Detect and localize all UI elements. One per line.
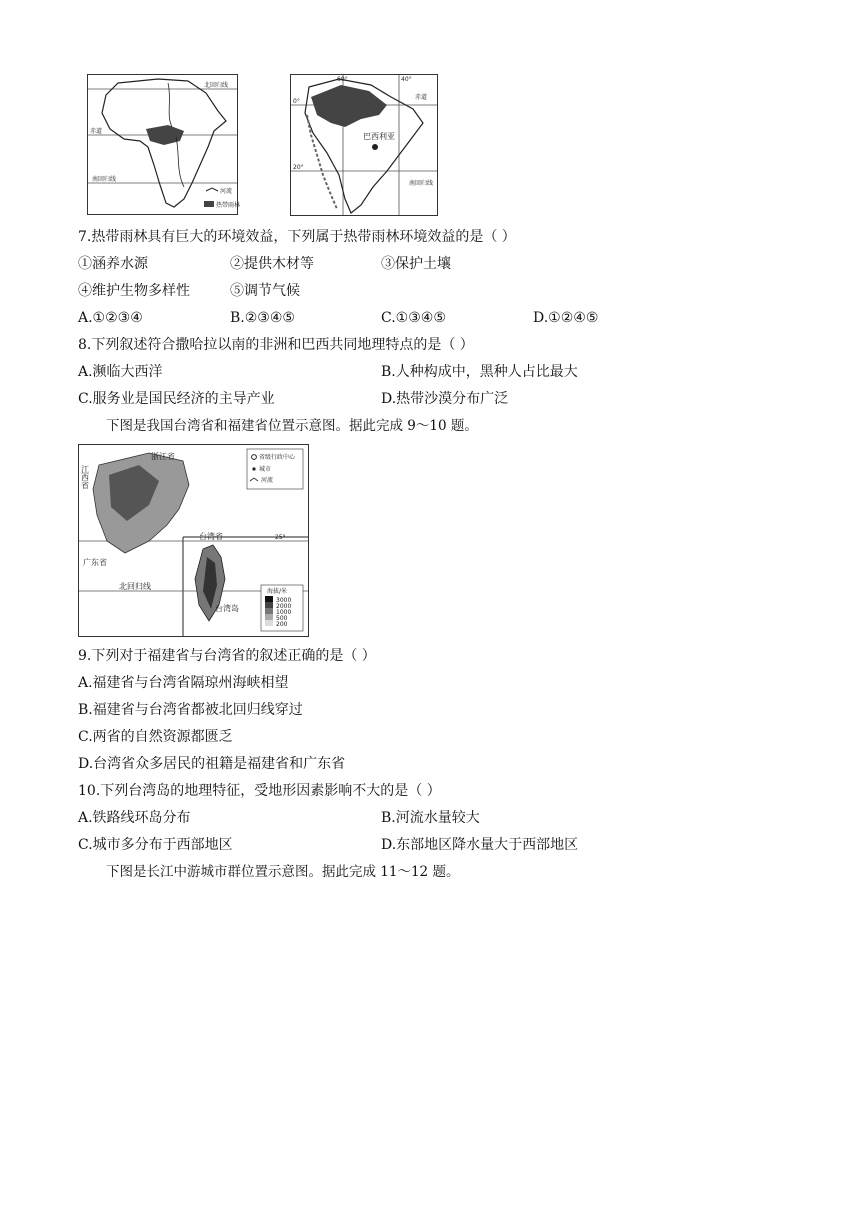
q7-option-a[interactable]: A.①②③④	[78, 310, 143, 326]
taiwan-province-label: 台湾省	[199, 532, 223, 541]
jiangxi-label: 江西省	[80, 465, 90, 489]
legend-river-symbol	[206, 188, 218, 191]
sa-lon-40-label: 40°	[401, 76, 412, 83]
taiwan-island-label: 台湾岛	[215, 604, 239, 613]
q10-option-b[interactable]: B.河流水量较大	[381, 810, 480, 826]
south-america-rainforest-map	[290, 74, 438, 216]
q9-stem: 9.下列对于福建省与台湾省的叙述正确的是（ ）	[78, 648, 376, 664]
q7-item-1: ①涵养水源	[78, 256, 148, 272]
q8-option-c[interactable]: C.服务业是国民经济的主导产业	[78, 391, 275, 407]
legend-rainforest-symbol	[204, 201, 214, 207]
q8-option-d[interactable]: D.热带沙漠分布广泛	[381, 391, 509, 407]
intro-11-12: 下图是长江中游城市群位置示意图。据此完成 11～12 题。	[106, 864, 460, 880]
africa-tropic-south-label: 南回归线	[92, 176, 117, 183]
africa-equator-label: 赤道	[90, 128, 103, 135]
q10-option-a[interactable]: A.铁路线环岛分布	[78, 810, 191, 826]
q7-item-4: ④维护生物多样性	[78, 283, 190, 299]
africa-rainforest-map	[87, 74, 241, 215]
q10-stem: 10.下列台湾岛的地理特征，受地形因素影响不大的是（ ）	[78, 783, 441, 799]
q10-option-c[interactable]: C.城市多分布于西部地区	[78, 837, 233, 853]
intro-9-10: 下图是我国台湾省和福建省位置示意图。据此完成 9～10 题。	[106, 418, 478, 434]
legend-city-symbol	[252, 467, 255, 470]
q9-option-b[interactable]: B.福建省与台湾省都被北回归线穿过	[78, 702, 303, 718]
q10-option-d[interactable]: D.东部地区降水量大于西部地区	[381, 837, 579, 853]
q8-option-a[interactable]: A.濒临大西洋	[78, 364, 163, 380]
q9-option-d[interactable]: D.台湾省众多居民的祖籍是福建省和广东省	[78, 756, 346, 772]
africa-rainforest-area	[146, 125, 184, 145]
sa-equator-label: 赤道	[415, 94, 428, 101]
brasilia-city-marker	[372, 144, 378, 150]
q9-option-a[interactable]: A.福建省与台湾省隔琼州海峡相望	[78, 675, 289, 691]
africa-tropic-north-label: 北回归线	[204, 82, 229, 89]
sa-lat-0-label: 0°	[293, 98, 300, 105]
brasilia-label: 巴西利亚	[363, 132, 395, 141]
tropic-of-cancer-label: 北回归线	[119, 582, 151, 591]
legend-capital-label: 省级行政中心	[259, 454, 296, 461]
legend-river-label: 河流	[261, 477, 274, 484]
q7-item-2: ②提供木材等	[230, 256, 314, 272]
sa-tropic-label: 南回归线	[409, 180, 434, 187]
q7-item-5: ⑤调节气候	[230, 283, 300, 299]
lat-25-label: 25°	[275, 534, 286, 541]
africa-legend-rainforest: 热带雨林	[216, 202, 241, 209]
q7-option-d[interactable]: D.①②④⑤	[533, 310, 599, 326]
elevation-legend-title: 海拔/米	[267, 588, 288, 595]
q8-option-b[interactable]: B.人种构成中，黑种人占比最大	[381, 364, 578, 380]
sa-lat-20-label: 20°	[293, 164, 304, 171]
q9-option-c[interactable]: C.两省的自然资源都匮乏	[78, 729, 233, 745]
elev-level-1: 3000	[276, 597, 292, 604]
q7-option-b[interactable]: B.②③④⑤	[230, 310, 295, 326]
q8-stem: 8.下列叙述符合撒哈拉以南的非洲和巴西共同地理特点的是（ ）	[78, 337, 474, 353]
africa-legend-river: 河流	[220, 188, 233, 195]
elev-level-4: 500	[276, 615, 288, 622]
fujian-taiwan-map	[78, 444, 309, 637]
elev-level-3: 1000	[276, 609, 292, 616]
elev-level-5: 200	[276, 621, 288, 628]
q7-stem: 7.热带雨林具有巨大的环境效益，下列属于热带雨林环境效益的是（ ）	[78, 229, 516, 245]
elev-level-2: 2000	[276, 603, 292, 610]
zhejiang-label: 浙江省	[151, 452, 175, 461]
guangdong-label: 广东省	[83, 558, 107, 567]
sa-lon-60-label: 60°	[337, 76, 348, 83]
legend-city-label: 城市	[259, 466, 272, 473]
q7-item-3: ③保护土壤	[381, 256, 451, 272]
q7-option-c[interactable]: C.①③④⑤	[381, 310, 446, 326]
sa-rainforest-area	[311, 85, 387, 127]
